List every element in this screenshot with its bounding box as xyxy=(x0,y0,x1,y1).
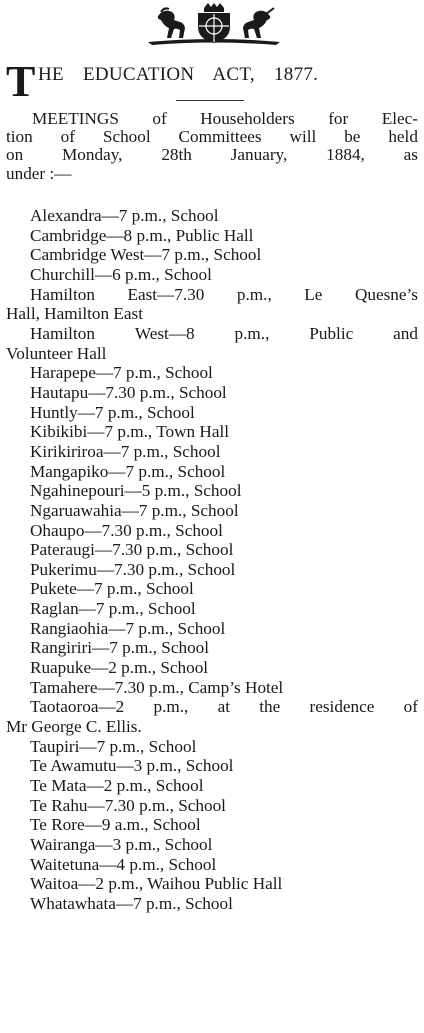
meeting-line-continued: Volunteer Hall xyxy=(6,343,107,363)
meeting-item xyxy=(6,501,418,521)
intro-paragraph xyxy=(6,110,418,183)
meeting-item xyxy=(6,737,418,757)
meeting-list xyxy=(6,206,418,914)
meeting-line: Churchill—6 p.m., School xyxy=(30,264,212,284)
meeting-item xyxy=(6,285,418,324)
meeting-item xyxy=(6,815,418,835)
meeting-line: Hautapu—7.30 p.m., School xyxy=(30,382,227,402)
meeting-line: Harapepe—7 p.m., School xyxy=(30,363,213,383)
meeting-line: Pukete—7 p.m., School xyxy=(30,579,194,599)
meeting-line: Te Rahu—7.30 p.m., School xyxy=(30,795,226,815)
meeting-item xyxy=(6,422,418,442)
meeting-item xyxy=(6,599,418,619)
meeting-item xyxy=(6,796,418,816)
meeting-line: Te Awamutu—3 p.m., School xyxy=(30,756,234,776)
meeting-item xyxy=(6,403,418,423)
meeting-line: Cambridge—8 p.m., Public Hall xyxy=(30,225,254,245)
meeting-line: Wairanga—3 p.m., School xyxy=(30,835,213,854)
meeting-item xyxy=(6,363,418,383)
meeting-line: Tamahere—7.30 p.m., Camp’s Hotel xyxy=(30,677,284,697)
meeting-item xyxy=(6,697,418,736)
meeting-item xyxy=(6,756,418,776)
meeting-line: Cambridge West—7 p.m., School xyxy=(30,245,262,265)
meeting-line: Whatawhata—7 p.m., School xyxy=(30,893,233,913)
meeting-item xyxy=(6,324,418,363)
meeting-item xyxy=(6,265,418,285)
meeting-line: Ohaupo—7.30 p.m., School xyxy=(30,520,223,540)
meeting-line-continued: Hall, Hamilton East xyxy=(6,304,143,324)
meeting-item xyxy=(6,383,418,403)
meeting-item xyxy=(6,894,418,914)
meeting-item xyxy=(6,776,418,796)
meeting-item xyxy=(6,540,418,560)
meeting-item xyxy=(6,619,418,639)
meeting-item xyxy=(6,579,418,599)
meeting-item xyxy=(6,678,418,698)
intro-line: under :— xyxy=(6,163,72,183)
drop-cap: T xyxy=(6,57,36,106)
meeting-line: Waitetuna—4 p.m., School xyxy=(30,854,217,874)
meeting-item xyxy=(6,658,418,678)
meeting-item xyxy=(6,521,418,541)
meeting-line: Pukerimu—7.30 p.m., School xyxy=(30,559,236,579)
title-rule xyxy=(176,100,244,101)
intro-line: on Monday, 28th January, 1884, as xyxy=(6,145,418,165)
meeting-item xyxy=(6,226,418,246)
meeting-line: Ngaruawahia—7 p.m., School xyxy=(30,500,239,520)
notice-title: HE EDUCATION ACT, 1877. xyxy=(38,64,319,85)
royal-coat-of-arms-icon xyxy=(130,2,298,46)
meeting-item xyxy=(6,835,418,855)
meeting-line: Rangiriri—7 p.m., School xyxy=(30,638,210,658)
meeting-line: Alexandra—7 p.m., School xyxy=(30,206,219,225)
meeting-item xyxy=(6,206,418,226)
meeting-line: Raglan—7 p.m., School xyxy=(30,599,196,619)
meeting-line: Taupiri—7 p.m., School xyxy=(30,736,197,756)
meeting-item xyxy=(6,462,418,482)
meeting-line: Ruapuke—2 p.m., School xyxy=(30,658,209,678)
meeting-line: Pateraugi—7.30 p.m., School xyxy=(30,540,234,560)
meeting-line: Huntly—7 p.m., School xyxy=(30,402,195,422)
meeting-line: Mangapiko—7 p.m., School xyxy=(30,461,226,481)
meeting-line: Te Rore—9 a.m., School xyxy=(30,815,201,835)
notice-heading xyxy=(6,57,418,106)
meeting-item xyxy=(6,874,418,894)
meeting-item xyxy=(6,638,418,658)
meeting-item xyxy=(6,481,418,501)
meeting-line: Hamilton East—7.30 p.m., Le Quesne’s xyxy=(30,284,418,304)
meeting-line: Kirikiriroa—7 p.m., School xyxy=(30,441,221,461)
meeting-line-continued: Mr George C. Ellis. xyxy=(6,717,142,737)
meeting-line: Hamilton West—8 p.m., Public and xyxy=(30,323,418,343)
meeting-line: Ngahinepouri—5 p.m., School xyxy=(30,481,242,501)
meeting-item xyxy=(6,245,418,265)
meeting-line: Rangiaohia—7 p.m., School xyxy=(30,618,226,638)
meeting-line: Kibikibi—7 p.m., Town Hall xyxy=(30,422,229,442)
intro-line: tion of School Committees will be held xyxy=(6,127,418,147)
meeting-line: Te Mata—2 p.m., School xyxy=(30,776,204,796)
meeting-item xyxy=(6,442,418,462)
intro-line: MEETINGS of Householders for Elec- xyxy=(32,109,418,128)
meeting-item xyxy=(6,560,418,580)
meeting-line: Waitoa—2 p.m., Waihou Public Hall xyxy=(30,874,283,894)
meeting-line: Taotaoroa—2 p.m., at the residence of xyxy=(30,697,418,717)
meeting-item xyxy=(6,855,418,875)
